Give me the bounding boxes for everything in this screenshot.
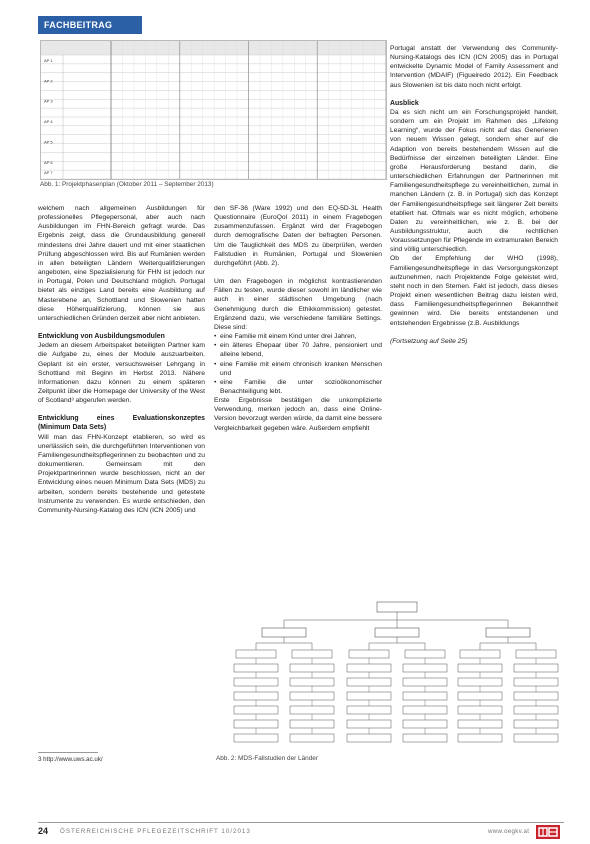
case-box [290, 734, 334, 742]
paragraph: Portugal anstatt der Verwendung des Community-Nursing-Katalogs des ICN (ICN 2005) das in Portugal entwickelte Dynamic Model of Family Assessment and Intervention (MDAIF) (Figueiredo 2012). Ein Feedback aus Slowenien ist bis dato noch nicht erfolgt. [390, 45, 558, 89]
list-item: • eine Familie mit einem chronisch kranken Menschen und [214, 360, 382, 378]
country-box [262, 628, 306, 637]
page-number: 24 [38, 826, 49, 836]
case-box [347, 720, 391, 728]
org-chart [227, 600, 563, 750]
case-box [514, 692, 558, 700]
paragraph: Will man das FHN-Konzept etablieren, so wird es unerlässlich sein, die durchgeführten Interventionen von Familiengesundheitspflegerinnen zu beobachten und zu dokumentieren. Gemeinsam mit den Projektpartnerinnen wurde beschlossen, nicht an der Entwicklung eines neuen Minimum Data Sets (MDS) zu arbeiten, sondern bereits bestehende und getestete Instrumente zu verwenden. Es wurde entschieden, den Community-Nursing-Katalog des ICN (ICN 2005) und [38, 433, 205, 514]
case-box [290, 706, 334, 714]
country-box [375, 628, 419, 637]
case-box [458, 692, 502, 700]
case-box [514, 664, 558, 672]
section-tag: FACHBEITRAG [38, 16, 142, 34]
setting-box [405, 650, 445, 658]
gantt-header [41, 41, 386, 55]
oegkv-logo-icon [536, 825, 560, 839]
row-code-label: AP 4 [44, 119, 53, 125]
list-item: • eine Familie mit einem Kind unter drei Jahren, [214, 332, 382, 341]
case-box [234, 720, 278, 728]
setting-box [460, 650, 500, 658]
case-box [403, 664, 447, 672]
case-box [403, 678, 447, 686]
case-box [458, 720, 502, 728]
case-box [458, 706, 502, 714]
root-box [377, 602, 417, 612]
setting-box [349, 650, 389, 658]
case-box [514, 706, 558, 714]
paragraph: Erste Ergebnisse bestätigen die unkomplizierte Verwendung, merken jedoch an, dass eine Online-Version bevorzugt werden würde, da damit eine bessere Vergleichbarkeit gegeben wäre. Außerdem empfiehlt [214, 397, 382, 432]
journal-name: ÖSTERREICHISCHE PFLEGEZEITSCHRIFT 10/2013 [60, 828, 251, 835]
case-box [290, 720, 334, 728]
paragraph: den SF-36 (Ware 1992) und den EQ-5D-3L Health Questionnaire (EuroQol 2011) in einem Fragebogen zusammenzufassen. Ergänzt wird der Fragebogen durch demografische Daten der befragten Personen. Um die Tauglichkeit des MDS zu überprüfen, werden Fallstudien in Rumänien, Portugal und Slowenien durchgeführt (Abb. 2). [214, 205, 382, 267]
paragraph: Da es sich nicht um ein Forschungsprojekt handelt, sondern um ein Projekt im Rahmen des „Lifelong Learning“, wurde der Fokus nicht auf das Generieren von neuem Wissen gelegt, sondern eher auf die Adaption von bereits bestehendem Wissen auf die Bedürfnisse der einzelnen beteiligten Länder. Eine große Herausforderung bestand darin, die unterschiedlichen Erfahrungen der Partnerinnen mit Familiengesundheitspflege zu vereinheitlichen, zumal in manchen Ländern (z. B. in Portugal) sich das Konzept der Familiengesundheitspflege seit längerer Zeit bereits etabliert hat. Oftmals war es nicht möglich, erhobene Daten zu vereinheitlichen, wie z. B. bei der Ausbildungsstruktur, auch die rechtlichen Voraussetzungen für Pflegende im extramuralen Bereich sind völlig unterschiedlich. [390, 108, 558, 254]
figure-project-phase-plan [40, 40, 387, 180]
case-box [290, 692, 334, 700]
footnote: 3 http://www.uws.ac.uk/ [38, 756, 103, 763]
settings-list [214, 332, 382, 396]
row-code-label: AP 3 [44, 98, 53, 104]
list-item: • eine Familie die unter sozioökonomischer Benachteiligung lebt. [214, 378, 382, 396]
case-box [234, 734, 278, 742]
website: www.oegkv.at [488, 828, 530, 835]
case-box [234, 692, 278, 700]
case-box [403, 734, 447, 742]
case-box [458, 678, 502, 686]
case-box [458, 664, 502, 672]
case-box [290, 678, 334, 686]
gantt-chart [41, 41, 386, 179]
paragraph: welchem nach allgemeinen Ausbildungen für professionelles Pflegepersonal, aber auch nach Ausbildungen im FHN-Bereich gefragt wurde. Das Ergebnis zeigt, dass die Grundausbildung generell mindestens drei Jahre dauert und mit einer staatlichen Prüfung abgeschlossen wird. Bis auf Rumänien werden in allen beteiligten Ländern Weiterqualifizierungen angeboten, eine Spezialisierung für FHN ist jedoch nur in Portugal, Polen und Deutschland möglich. Portugal bietet als einziges Land bereits eine Ausbildung auf Masterebene an, Schottland und Slowenien hatten diese Höherqualifizierung, können sie aus unterschiedlichen Gründen derzeit aber nicht anbieten. [38, 205, 205, 322]
case-box [347, 678, 391, 686]
case-box [514, 720, 558, 728]
figure-mds-case-studies [227, 600, 563, 750]
paragraph: Um den Fragebogen in möglichst kontrastierenden Fällen zu testen, wurde dieser sowohl im ländlicher wie auch in einer städtischen Umgebung (nach Genehmigung durch die Ethikkommission) getestet. Ergänzend dazu, wie verschiedene familiäre Settings. Diese sind: [214, 278, 382, 331]
footer-divider [38, 822, 564, 823]
paragraph: Jedem an diesem Arbeitspaket beteiligten Partner kam die Aufgabe zu, eines der Module auszuarbeiten. Geplant ist ein erster, versuchsweiser Lehrgang in Schottland mit Beginn im Herbst 2013. Nähere Informationen dazu können zu einem späteren Zeitpunkt über die Homepage der University of the West of Scotland³ abgerufen werden. [38, 342, 205, 405]
column-1 [38, 204, 205, 515]
setting-box [292, 650, 332, 658]
case-box [290, 664, 334, 672]
row-code-label: AP 5 [44, 139, 53, 145]
heading-ausblick: Ausblick [390, 99, 419, 107]
case-box [347, 664, 391, 672]
case-box [347, 734, 391, 742]
figure2-caption: Abb. 2: MDS-Fallstudien der Länder [216, 755, 318, 762]
case-box [514, 678, 558, 686]
case-box [234, 664, 278, 672]
heading-ausbildungsmodule: Entwicklung von Ausbildungsmodulen [38, 333, 165, 341]
column-2 [214, 204, 382, 433]
case-box [403, 720, 447, 728]
case-box [458, 734, 502, 742]
case-box [347, 692, 391, 700]
figure1-caption: Abb. 1: Projektphasenplan (Oktober 2011 – September 2013) [40, 181, 214, 188]
continuation-note: (Fortsetzung auf Seite 25) [390, 337, 468, 345]
list-item: • ein älteres Ehepaar über 70 Jahre, pensioniert und alleine lebend, [214, 341, 382, 359]
heading-evaluationskonzept: Entwicklung eines Evaluationskonzeptes (Minimum Data Sets) [38, 415, 205, 432]
case-box [403, 692, 447, 700]
case-box [514, 734, 558, 742]
case-box [403, 706, 447, 714]
setting-box [516, 650, 556, 658]
case-box [234, 706, 278, 714]
country-box [486, 628, 530, 637]
case-box [234, 678, 278, 686]
column-3 [390, 44, 558, 346]
row-code-label: AP 7 [44, 170, 53, 176]
paragraph: Ob der Empfehlung der WHO (1998), Familiengesundheitspflege in das Versorgungskonzept aufzunehmen, nach Projektende Folge geleistet wird, steht noch in den Sternen. Fakt ist jedoch, dass dieses Projekt einen wesentlichen Beitrag dazu leisten wird, dass Familiengesundheitspflegerinnen Bekanntheit gewinnen wird. Die bereits entstandenen und entstehenden Ergebnisse (z.B. Ausbildungs [390, 255, 558, 327]
footnote-divider [38, 752, 98, 753]
row-code-label: AP 6 [44, 159, 53, 165]
row-code-label: AP 2 [44, 78, 53, 84]
case-box [347, 706, 391, 714]
row-code-label: AP 1 [44, 58, 53, 63]
setting-box [236, 650, 276, 658]
